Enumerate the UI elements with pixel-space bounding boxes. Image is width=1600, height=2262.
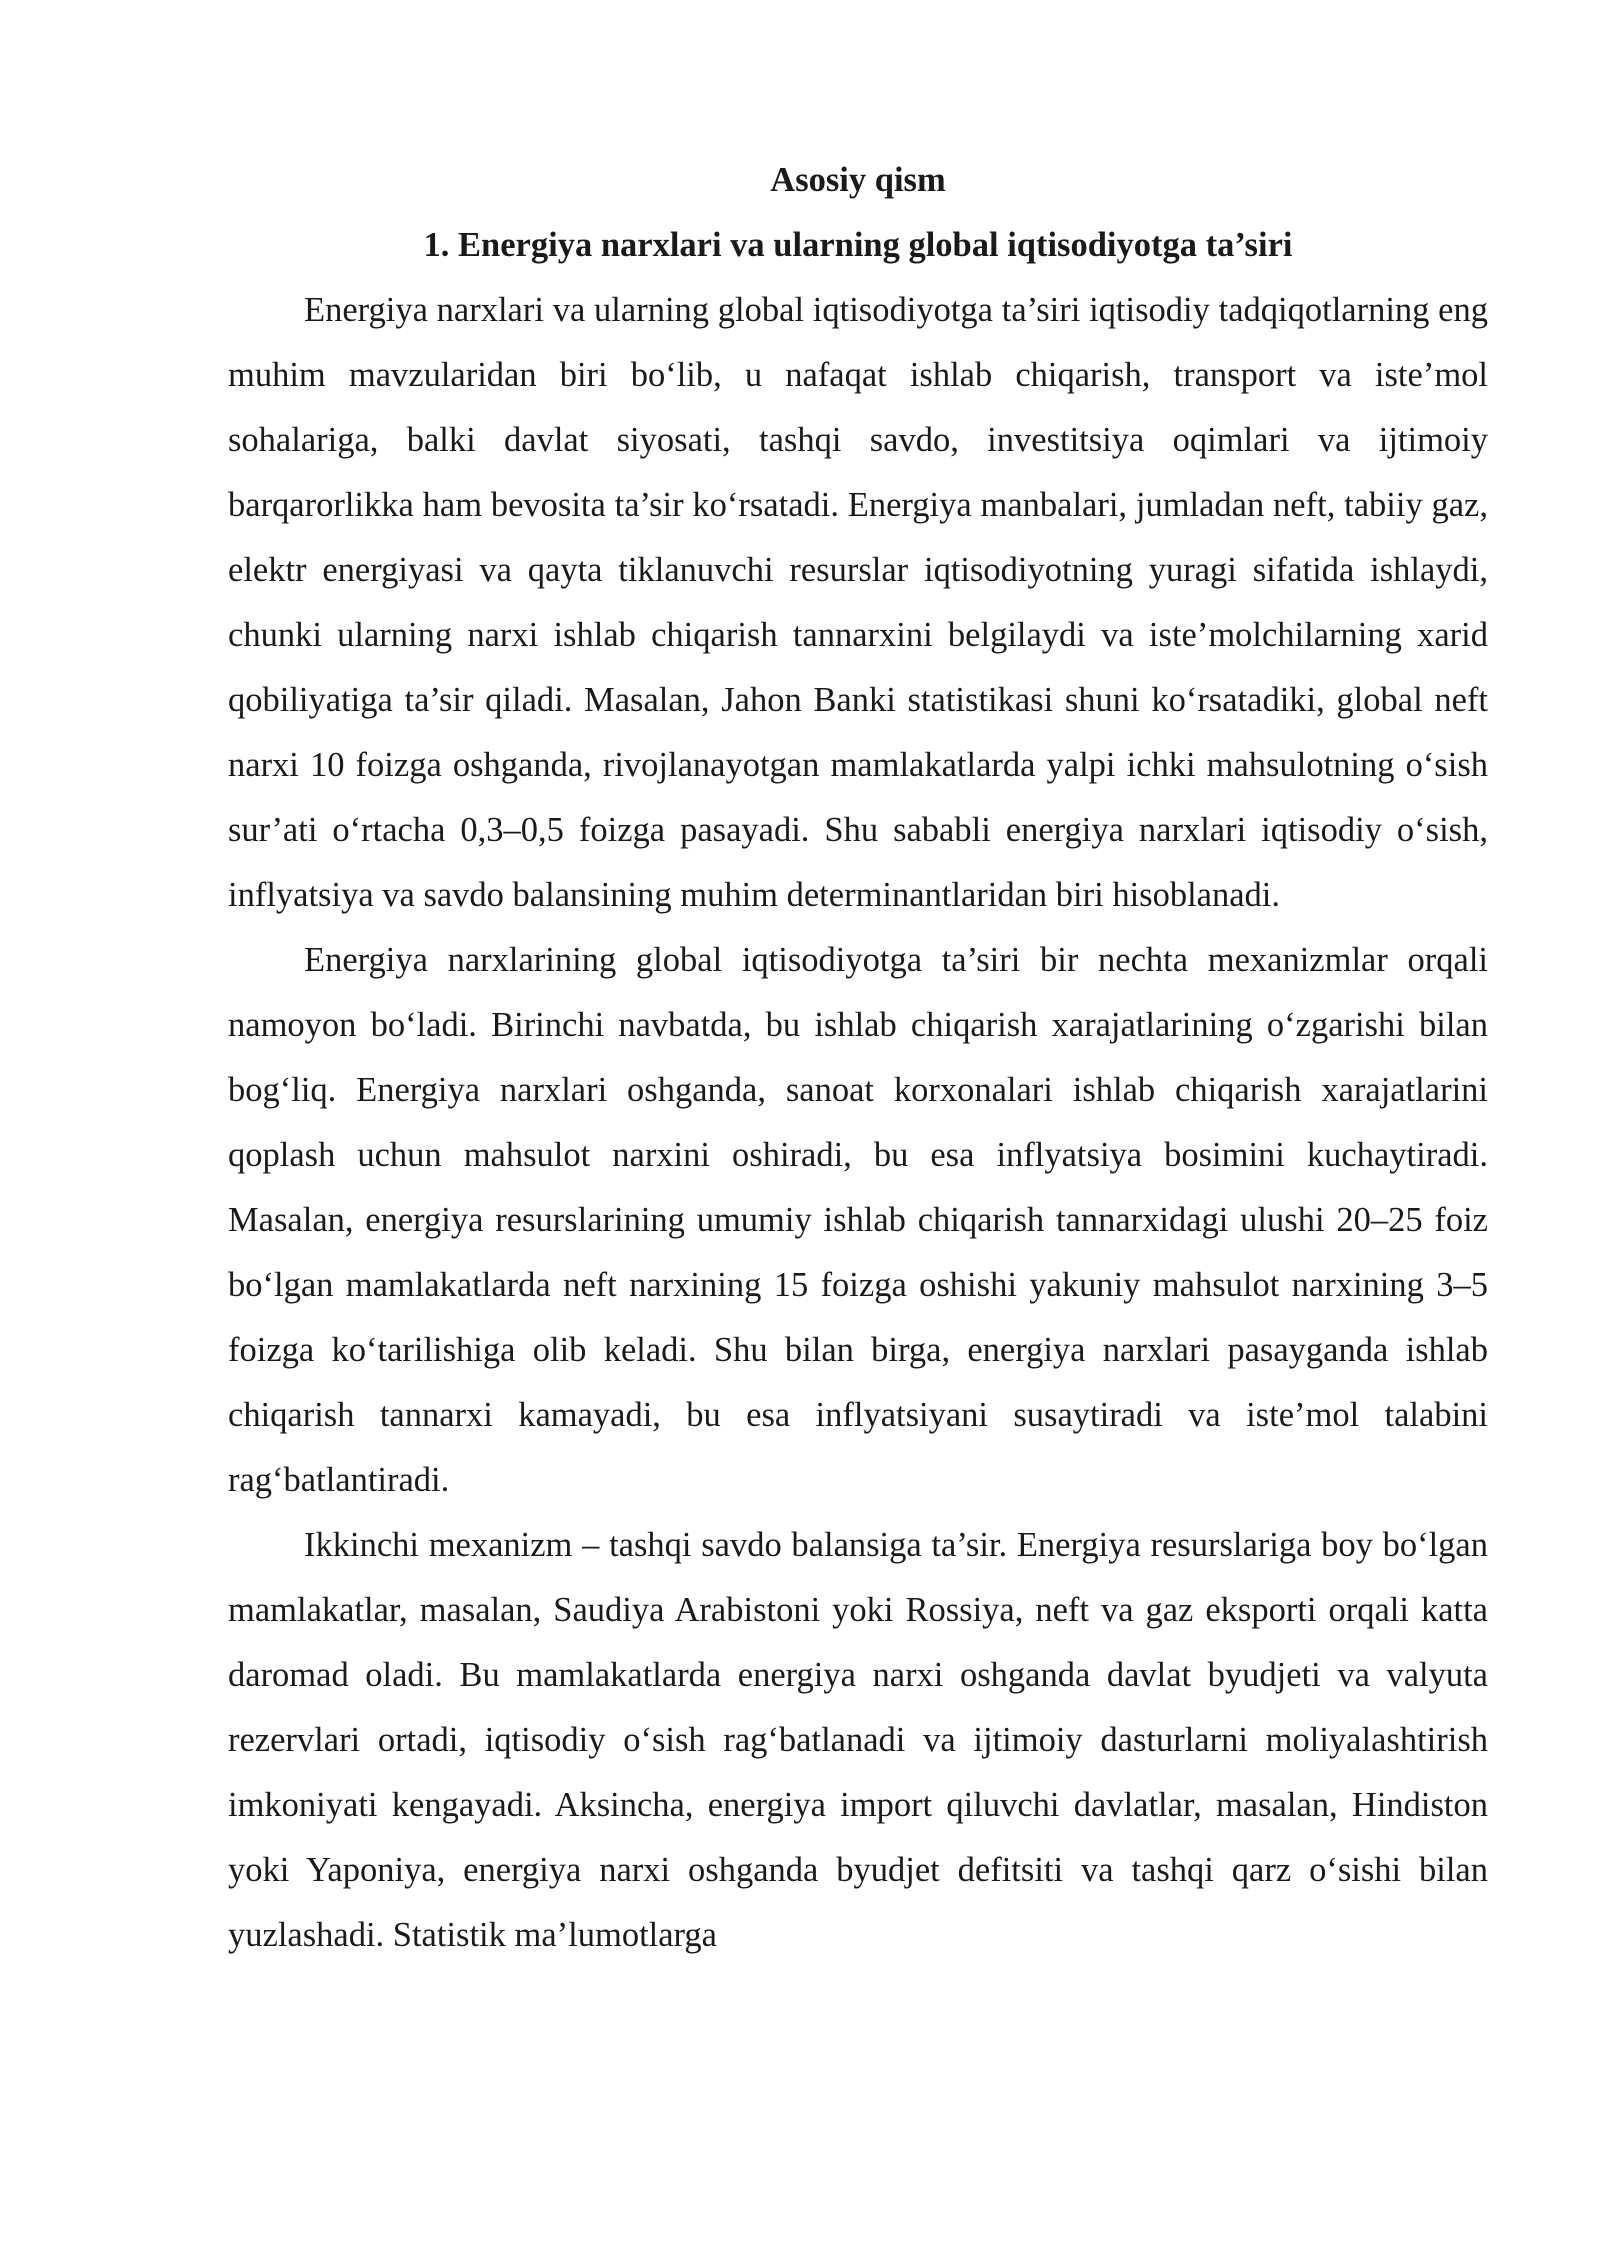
paragraph-3: Ikkinchi mexanizm – tashqi savdo balansiga ta’sir. Energiya resurslariga boy bo‘lgan mamlakatlar, masalan, Saudiya Arabistoni yoki Rossiya, neft va gaz eksporti orqali katta daromad oladi. Bu mamlakatlarda energiya narxi oshganda davlat byudjeti va valyuta rezervlari ortadi, iqtisodiy o‘sish rag‘batlanadi va ijtimoiy dasturlarni moliyalashtirish imkoniyati kengayadi. Aksincha, energiya import qiluvchi davlatlar, masalan, Hindiston yoki Yaponiya, energiya narxi oshganda byudjet defitsiti va tashqi qarz o‘sishi bilan yuzlashadi. Statistik ma’lumotlarga [228,1526,1488,1954]
paragraph-1: Energiya narxlari va ularning global iqtisodiyotga ta’siri iqtisodiy tadqiqotlarning eng muhim mavzularidan biri bo‘lib, u nafaqat ishlab chiqarish, transport va iste’mol sohalariga, balki davlat siyosati, tashqi savdo, investitsiya oqimlari va ijtimoiy barqarorlikka ham bevosita ta’sir ko‘rsatadi. Energiya manbalari, jumladan neft, tabiiy gaz, elektr energiyasi va qayta tiklanuvchi resurslar iqtisodiyotning yuragi sifatida ishlaydi, chunki ularning narxi ishlab chiqarish tannarxini belgilaydi va iste’molchilarning xarid qobiliyatiga ta’sir qiladi. Masalan, Jahon Banki statistikasi shuni ko‘rsatadiki, global neft narxi 10 foizga oshganda, rivojlanayotgan mamlakatlarda yalpi ichki mahsulotning o‘sish sur’ati o‘rtacha 0,3–0,5 foizga pasayadi. Shu sababli energiya narxlari iqtisodiy o‘sish, inflyatsiya va savdo balansining muhim determinantlaridan biri hisoblanadi. [228,291,1488,914]
section-heading: 1. Energiya narxlari va ularning global iqtisodiyotga ta’siri [423,226,1293,264]
main-heading: Asosiy qism [770,161,946,199]
paragraph-2: Energiya narxlarining global iqtisodiyotga ta’siri bir nechta mexanizmlar orqali namoyon bo‘ladi. Birinchi navbatda, bu ishlab chiqarish xarajatlarining o‘zgarishi bilan bog‘liq. Energiya narxlari oshganda, sanoat korxonalari ishlab chiqarish xarajatlarini qoplash uchun mahsulot narxini oshiradi, bu esa inflyatsiya bosimini kuchaytiradi. Masalan, energiya resurslarining umumiy ishlab chiqarish tannarxidagi ulushi 20–25 foiz bo‘lgan mamlakatlarda neft narxining 15 foizga oshishi yakuniy mahsulot narxining 3–5 foizga ko‘tarilishiga olib keladi. Shu bilan birga, energiya narxlari pasayganda ishlab chiqarish tannarxi kamayadi, bu esa inflyatsiyani susaytiradi va iste’mol talabini rag‘batlantiradi. [228,941,1488,1499]
document-page [228,148,1488,1968]
